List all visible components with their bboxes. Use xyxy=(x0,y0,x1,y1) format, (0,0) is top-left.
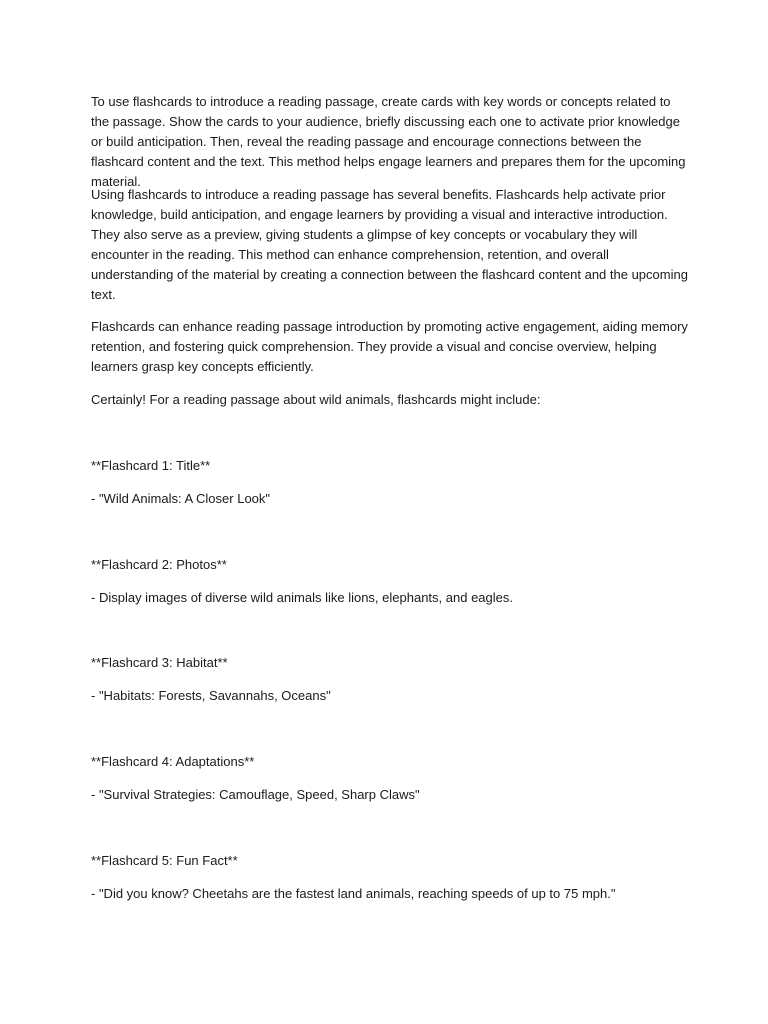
flashcard-1-heading: **Flashcard 1: Title** xyxy=(91,458,211,473)
flashcard-3-heading: **Flashcard 3: Habitat** xyxy=(91,655,228,670)
flashcard-5-content: - "Did you know? Cheetahs are the fastest land animals, reaching speeds of up to 75 mph." xyxy=(91,886,616,901)
flashcard-1-content: - "Wild Animals: A Closer Look" xyxy=(91,491,271,506)
flashcard-2-content: - Display images of diverse wild animals like lions, elephants, and eagles. xyxy=(91,590,513,605)
paragraph-flashcard-enhancement: Flashcards can enhance reading passage introduction by promoting active engagement, aiding memory retention, and fostering quick comprehension. They provide a visual and concise overview, helping learners grasp key concepts efficiently. xyxy=(91,319,688,374)
flashcard-2-heading: **Flashcard 2: Photos** xyxy=(91,557,227,572)
paragraph-wild-animals-intro: Certainly! For a reading passage about wild animals, flashcards might include: xyxy=(91,392,541,407)
flashcard-5-heading: **Flashcard 5: Fun Fact** xyxy=(91,853,238,868)
paragraph-flashcard-benefits: Using flashcards to introduce a reading passage has several benefits. Flashcards help activate prior knowledge, build anticipation, and engage learners by providing a visual and interactive introduction. They also serve as a preview, giving students a glimpse of key concepts or vocabulary they will encounter in the reading. This method can enhance comprehension, retention, and overall understanding of the material by creating a connection between the flashcard content and the upcoming text. xyxy=(91,187,688,302)
flashcard-4-content: - "Survival Strategies: Camouflage, Speed, Sharp Claws" xyxy=(91,787,420,802)
flashcard-3-content: - "Habitats: Forests, Savannahs, Oceans" xyxy=(91,688,331,703)
flashcard-4-heading: **Flashcard 4: Adaptations** xyxy=(91,754,255,769)
paragraph-flashcard-method: To use flashcards to introduce a reading passage, create cards with key words or concepts related to the passage. Show the cards to your audience, briefly discussing each one to activate prior knowledge or build anticipation. Then, reveal the reading passage and encourage connections between the flashcard content and the text. This method helps engage learners and prepares them for the upcoming material. xyxy=(91,94,686,189)
